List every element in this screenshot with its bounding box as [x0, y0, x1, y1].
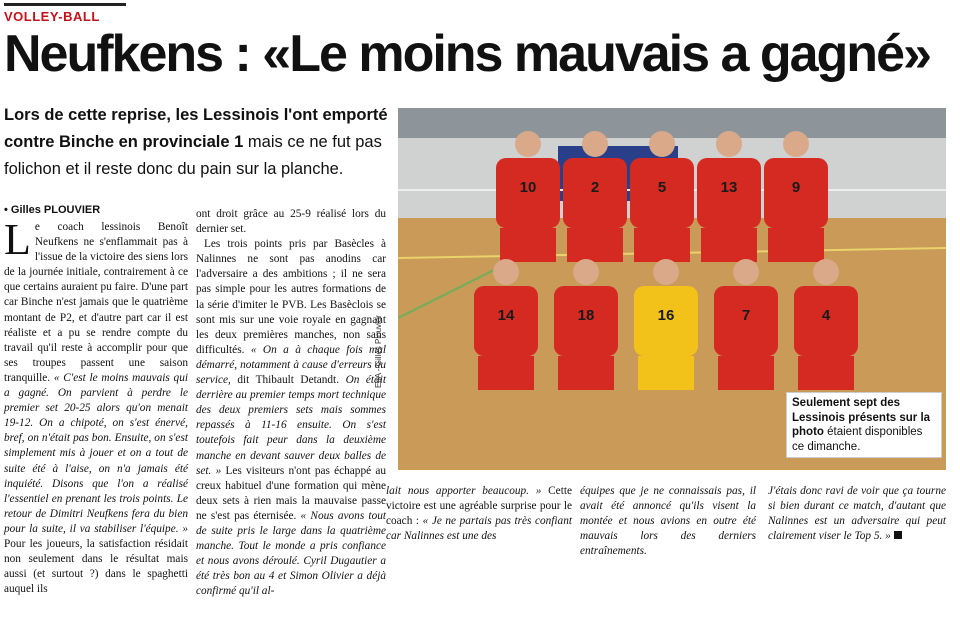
player-number: 14 [497, 307, 515, 324]
player-number: 7 [741, 307, 751, 324]
player-head [653, 259, 679, 285]
lead-rest: mais ce ne fut pas folichon et il reste donc du pain sur la planche. [4, 133, 382, 178]
player-number: 10 [519, 179, 537, 196]
lead-paragraph [4, 102, 390, 183]
col3-quote-1: lait nous apporter beaucoup. » [386, 485, 542, 497]
player-head [733, 259, 759, 285]
article-column-3 [386, 484, 572, 544]
player-shorts [634, 228, 690, 262]
article-column-1 [4, 215, 188, 597]
player-shorts [768, 228, 824, 262]
player-shorts [718, 356, 774, 390]
player-shorts [701, 228, 757, 262]
player-number: 5 [657, 179, 667, 196]
player-number: 13 [720, 179, 738, 196]
col2-attribution: dit Thibault Detandt. [230, 374, 346, 387]
photo-caption [786, 392, 942, 458]
col1-text: e coach lessinois Benoît Neufkens ne s'enflammait pas à l'issue de la victoire des siens lors de la journée initiale, contrairement à ce que certains auraient pu faire. D'une part car Binche n'est jamais que le quatrième montant de P2, et d'autre part car il est réaliste et a pu se rendre compte du travail qu'il reste à accomplir pour que ses troupes passent une saison tranquille. [4, 221, 188, 384]
col5-quote: J'étais donc ravi de voir que ça tourne si bien durant ce match, d'autant que Nalinnes est un adversaire qui peut clairement viser le Top 5. » [768, 485, 946, 543]
player-head [649, 131, 675, 157]
player-number: 4 [821, 307, 831, 324]
col2-quote-1: « On a à chaque fois mal démarré, notamment à cause d'erreurs au service, [196, 343, 386, 387]
player-head [783, 131, 809, 157]
col3-quote-2: « Je ne partais pas très confiant car Nalinnes est une des [386, 515, 572, 543]
col2-quote-2: On était derrière au premier temps mort technique des deux premiers sets mais sommes repassés à 11-16 ensuite. On s'est toutefois fait peur dans la deuxième manche en devant sauver deux balles de set. » [196, 374, 386, 477]
player-number: 16 [657, 307, 675, 324]
player-shorts [798, 356, 854, 390]
byline: • Gilles PLOUVIER [4, 204, 101, 216]
player-number: 9 [791, 179, 801, 196]
player-head [515, 131, 541, 157]
photo-credit: EdA - Gilles Plouvier [374, 315, 383, 388]
article-column-4 [580, 484, 756, 559]
drop-cap: L [4, 215, 31, 264]
col1-quote: « C'est le moins mauvais qui a gagné. On parvient à perdre le premier set 20-25 alors qu'on menait 19-12. On a chipoté, on s'est énervé, bref, on n'était pas bon. Ensuite, on s'est simplement mis à jouer et on a tout de suite été à l'aise, on n'a jamais été inquiété. Disons que l'on a réalisé l'essentiel en prenant les trois points. Le retour de Dimitri Neufkens fera du bien pour la suite, il va stabiliser l'équipe. » [4, 371, 188, 535]
article-column-5 [768, 484, 946, 544]
article-column-2 [196, 207, 386, 599]
gym-ceiling [398, 108, 946, 138]
col2-quote-3: « Nous avons tout de suite pris le large dans la quatrième manche. Tout le monde a pris confiance et nous avons déroulé. Cyril Dugautier a été très bon au 4 et Simon Olivier a déjà confirmé qu'il al- [196, 509, 387, 598]
col1-text-2: Pour les joueurs, la satisfaction résidait non seulement dans le résultat mais aussi (et surtout ?) dans le spaghetti auquel ils [4, 537, 188, 596]
player-head [493, 259, 519, 285]
caption-rest: étaient disponibles ce dimanche. [792, 426, 923, 453]
rubric-label: VOLLEY-BALL [4, 9, 100, 24]
col2-text: Les trois points pris par Basècles à Nalinnes ne sont pas anodins car l'adversaire a des ambitions ; il ne sera pas simple pour les autres formations de la série d'imiter le PVB. Les Basèclois se sont mis sur une voie royale en gagnant les deux premières manches, non sans difficultés. [196, 238, 386, 356]
player-shorts [500, 228, 556, 262]
player-shorts [478, 356, 534, 390]
player-head [813, 259, 839, 285]
player-number: 2 [590, 179, 600, 196]
col2-para-1: ont droit grâce au 25-9 réalisé lors du dernier set. [196, 208, 386, 236]
player-head [573, 259, 599, 285]
player-head [716, 131, 742, 157]
col4-quote: équipes que je ne connaissais pas, il avait été annoncé qu'ils visent la montée et nous avions en outre été mauvais lors des derniers entraînements. [580, 485, 756, 558]
caption-bold: Seulement sept des Lessinois présents sur la photo [792, 397, 931, 438]
end-mark [894, 531, 902, 539]
player-shorts [567, 228, 623, 262]
player-head [582, 131, 608, 157]
rubric-rule [4, 3, 126, 6]
headline: Neufkens : «Le moins mauvais a gagné» [4, 25, 930, 83]
player-shorts [638, 356, 694, 390]
lead-bold: Lors de cette reprise, les Lessinois l'ont emporté contre Binche en provinciale 1 [4, 106, 388, 151]
col2-text-2: Les visiteurs n'ont pas échappé au creux habituel d'une formation qui mène deux sets à rien mais la mauvaise passe ne s'est pas éternisée. [196, 464, 386, 522]
rubric [4, 3, 126, 24]
col3-text: Cette victoire est une agréable surprise pour le coach : [386, 485, 572, 528]
player-shorts [558, 356, 614, 390]
player-number: 18 [577, 307, 595, 324]
